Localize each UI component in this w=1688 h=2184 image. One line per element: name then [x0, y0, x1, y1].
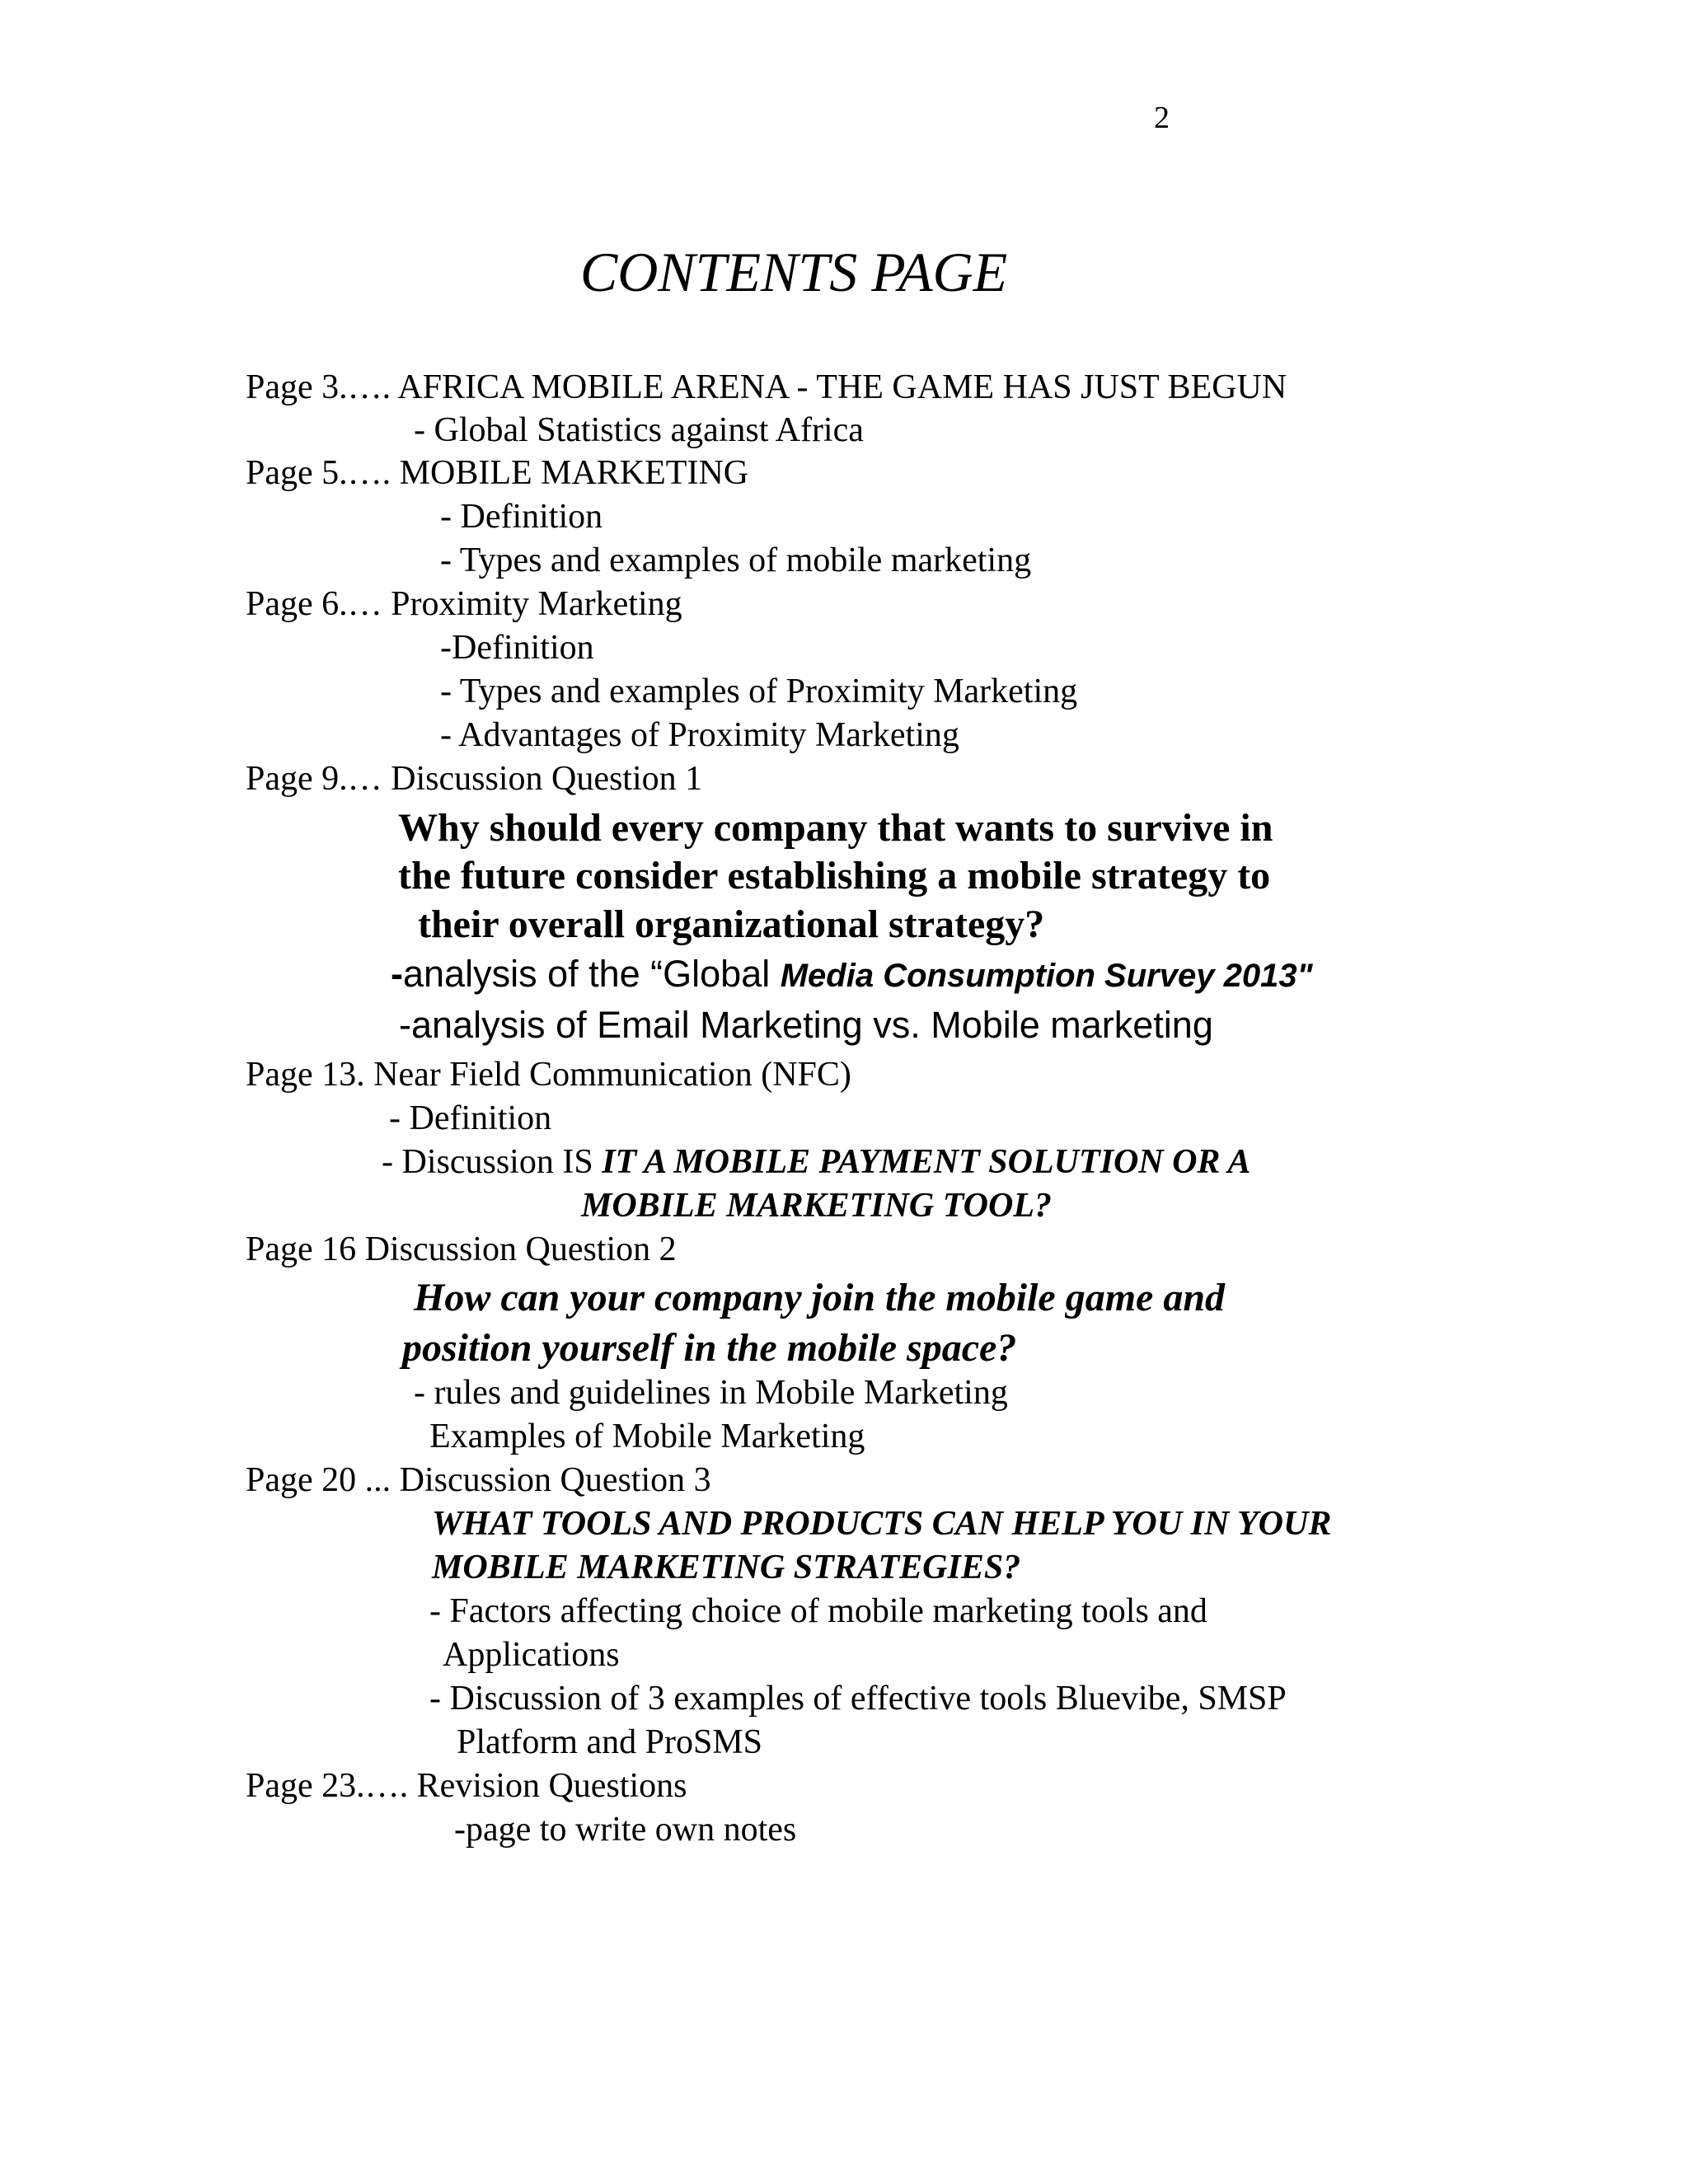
- discussion-question-2-line-1: How can your company join the mobile game and: [414, 1276, 1226, 1319]
- toc-sub-types-proximity: - Types and examples of Proximity Marketing: [440, 673, 1078, 710]
- discussion-question-nfc-cont: MOBILE MARKETING TOOL?: [581, 1187, 1052, 1225]
- toc-sub-examples: Examples of Mobile Marketing: [429, 1418, 865, 1455]
- page-title: CONTENTS PAGE: [579, 241, 1008, 303]
- discussion-prefix: - Discussion IS: [382, 1143, 603, 1181]
- discussion-question-1-line-3: their overall organizational strategy?: [418, 902, 1045, 946]
- toc-sub-discussion-nfc: [382, 1141, 1250, 1183]
- discussion-question-1-line-1: Why should every company that wants to survive in: [398, 806, 1273, 850]
- toc-sub-tools-examples-cont: Platform and ProSMS: [457, 1723, 763, 1761]
- toc-entry-page-5: Page 5.…. MOBILE MARKETING: [246, 454, 749, 492]
- toc-sub-factors-cont: Applications: [443, 1636, 620, 1674]
- toc-sub-types-mobile-marketing: - Types and examples of mobile marketing: [440, 541, 1032, 579]
- page-number: 2: [1154, 101, 1170, 135]
- toc-sub-definition: - Definition: [389, 1099, 552, 1137]
- toc-entry-page-6: Page 6.… Proximity Marketing: [246, 585, 682, 623]
- toc-entry-page-3: Page 3.…. AFRICA MOBILE ARENA - THE GAME HAS JUST BEGUN: [246, 368, 1287, 406]
- toc-entry-page-9: Page 9.… Discussion Question 1: [246, 760, 703, 798]
- dash-bullet: -: [391, 953, 403, 995]
- discussion-question-3-line-2: MOBILE MARKETING STRATEGIES?: [432, 1549, 1021, 1586]
- toc-sub-analysis-email: -analysis of Email Marketing vs. Mobile marketing: [399, 1004, 1213, 1046]
- toc-sub-advantages-proximity: - Advantages of Proximity Marketing: [440, 716, 959, 754]
- toc-entry-page-20: Page 20 ... Discussion Question 3: [246, 1461, 711, 1499]
- toc-entry-page-23: Page 23.…. Revision Questions: [246, 1767, 687, 1805]
- discussion-question-1-line-2: the future consider establishing a mobile strategy to: [398, 854, 1271, 898]
- toc-sub-analysis-survey: [391, 954, 1313, 996]
- discussion-question-2-line-2: position yourself in the mobile space?: [402, 1326, 1017, 1370]
- toc-sub-global-statistics: - Global Statistics against Africa: [414, 411, 864, 449]
- toc-sub-factors: - Factors affecting choice of mobile marketing tools and: [429, 1592, 1207, 1630]
- toc-sub-notes: -page to write own notes: [454, 1811, 797, 1849]
- toc-sub-rules-guidelines: - rules and guidelines in Mobile Marketing: [414, 1374, 1008, 1412]
- toc-sub-definition: - Definition: [440, 498, 603, 536]
- toc-entry-page-16: Page 16 Discussion Question 2: [246, 1230, 677, 1268]
- discussion-question-3-line-1: WHAT TOOLS AND PRODUCTS CAN HELP YOU IN YOUR: [432, 1505, 1332, 1543]
- discussion-question-nfc: IT A MOBILE PAYMENT SOLUTION OR A: [602, 1143, 1251, 1181]
- toc-sub-tools-examples: - Discussion of 3 examples of effective tools Bluevibe, SMSP: [429, 1680, 1287, 1718]
- toc-sub-definition: -Definition: [440, 629, 594, 667]
- analysis-text: analysis of the “Global: [403, 953, 781, 995]
- survey-title: Media Consumption Survey 2013": [780, 958, 1313, 994]
- toc-entry-page-13: Page 13. Near Field Communication (NFC): [246, 1056, 851, 1094]
